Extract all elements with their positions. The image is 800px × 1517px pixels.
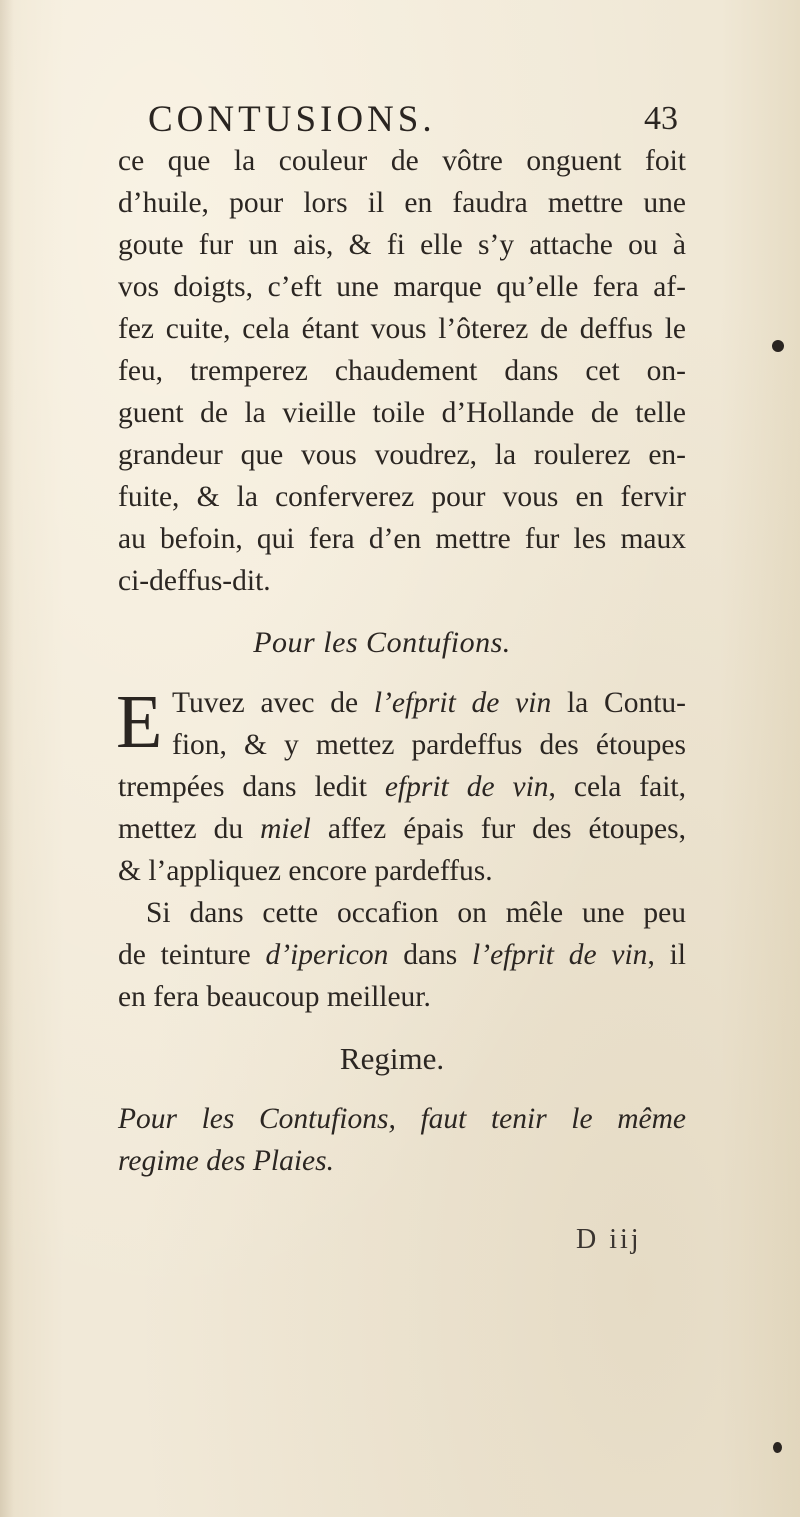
italic-run: Pour les Contufions, faut tenir le même: [118, 1103, 686, 1135]
drop-cap: E: [116, 680, 163, 764]
ink-blot: [772, 340, 784, 352]
italic-run: d’ipericon: [265, 939, 389, 971]
text-line: ci-deffus-dit.: [118, 565, 271, 597]
section-heading: Pour les Contufions.: [253, 626, 511, 659]
italic-run: efprit de vin: [384, 771, 549, 803]
text-line: [118, 934, 686, 976]
section-heading: Regime.: [339, 1041, 445, 1076]
paragraph-with-drop-cap: [118, 682, 686, 892]
text-run: de teinture: [118, 939, 266, 971]
italic-run: regime des Plaies.: [118, 1145, 335, 1177]
text-line: fion, & y mettez pardeffus des étoupes: [172, 729, 686, 761]
text-line: Si dans cette occafion on mêle une peu: [146, 897, 686, 929]
signature-mark: D iij: [576, 1224, 642, 1255]
running-title: CONTUSIONS.: [148, 99, 436, 140]
text-run: Tuvez avec de: [172, 687, 374, 719]
text-line: fuite, & la conferverez pour vous en fervir: [118, 481, 686, 513]
text-line: ce que la couleur de vôtre onguent foit: [118, 145, 686, 177]
text-line: guent de la vieille toile d’Hollande de telle: [118, 397, 686, 429]
text-line: [118, 1140, 686, 1182]
text-run: , il: [647, 939, 686, 971]
text-line: d’huile, pour lors il en faudra mettre une: [118, 187, 686, 219]
paragraph-italic: [118, 1098, 686, 1182]
text-line: [118, 766, 686, 808]
text-line: [118, 808, 686, 850]
text-line: goute fur un ais, & fi elle s’y attache ou à: [118, 229, 686, 261]
running-head: [118, 98, 678, 142]
italic-run: l’efprit de vin: [373, 687, 552, 719]
text-line: au befoin, qui fera d’en mettre fur les maux: [118, 523, 686, 555]
paragraph-continuation: [118, 140, 686, 602]
text-run: trempées dans ledit: [118, 771, 385, 803]
text-line: & l’appliquez encore pardeffus.: [118, 855, 493, 887]
main-text: [118, 140, 686, 1182]
page-number: 43: [644, 100, 678, 137]
text-line: grandeur que vous voudrez, la roulerez en-: [118, 439, 686, 471]
text-run: affez épais fur des étoupes,: [310, 813, 687, 845]
text-run: , cela fait,: [548, 771, 686, 803]
page-gutter-shadow: [0, 0, 14, 1517]
text-run: dans: [388, 939, 473, 971]
italic-run: miel: [260, 813, 311, 845]
text-run: la Contu-: [551, 687, 686, 719]
text-line: feu, tremperez chaudement dans cet on-: [118, 355, 686, 387]
paragraph: [118, 892, 686, 1018]
text-line: [172, 682, 686, 724]
text-line: fez cuite, cela étant vous l’ôterez de deffus le: [118, 313, 686, 345]
text-line: en fera beaucoup meilleur.: [118, 981, 431, 1013]
text-line: [118, 1098, 686, 1140]
italic-run: l’efprit de vin: [472, 939, 648, 971]
text-line: vos doigts, c’eft une marque qu’elle fera af-: [118, 271, 686, 303]
ink-blot: [773, 1442, 782, 1453]
text-run: mettez du: [118, 813, 261, 845]
